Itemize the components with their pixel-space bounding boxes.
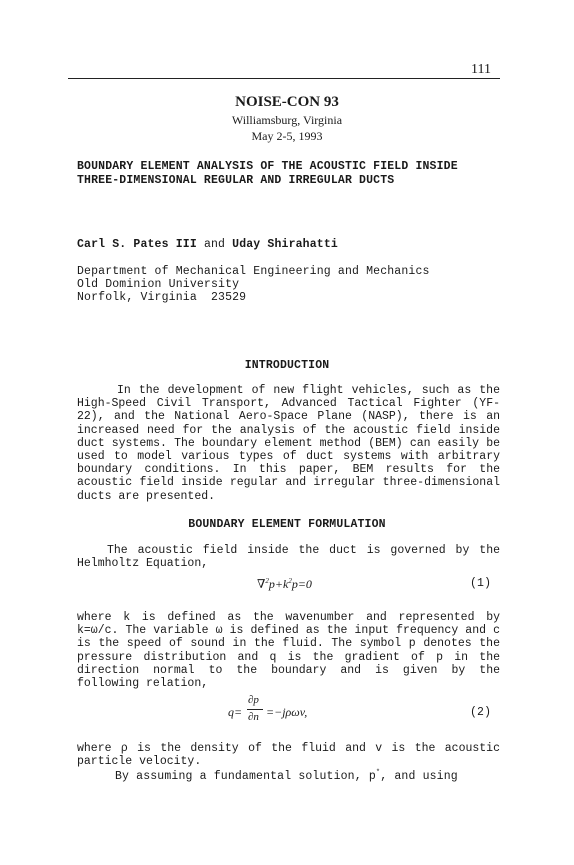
conference-location: Williamsburg, Virginia bbox=[231, 113, 343, 127]
paper-title-line1: BOUNDARY ELEMENT ANALYSIS OF THE ACOUSTIC FIELD INSIDE bbox=[77, 160, 458, 173]
normal-derivative-equation: q= ∂p ∂n =−jρωv, bbox=[228, 694, 308, 723]
equation-1-number: (1) bbox=[470, 577, 492, 590]
conference-dates: May 2-5, 1993 bbox=[251, 129, 323, 143]
introduction-heading: INTRODUCTION bbox=[244, 359, 330, 372]
introduction-body: In the development of new flight vehicles, such as the High-Speed Civil Transport, Advanced Tactical Fighter (YF-22), and the National Aero-Space Plane (NASP), there is an increased need for the analysis of the acoustic field inside duct systems. The boundary element method (BEM) can easily be used to model various types of duct systems with arbitrary boundary conditions. In this paper, BEM results for the acoustic field inside regular and irregular three-dimensional ducts are presented. bbox=[77, 384, 500, 503]
conference-name: NOISE-CON 93 bbox=[235, 94, 339, 110]
affiliation-city: Norfolk, Virginia 23529 bbox=[77, 291, 247, 304]
author-and: and bbox=[203, 238, 226, 251]
helmholtz-equation: $\nabla^2p+k^2p=0$ bbox=[257, 577, 312, 591]
wavenumber-paragraph: where k is defined as the wavenumber and represented by k=ω/c. The variable ω is defined as the input frequency and c is the speed of sound in the fluid. The symbol p denotes the pressure distribution and q is the gradient of p in the direction normal to the boundary and is given by the following relation, bbox=[77, 611, 500, 691]
fundamental-solution-line: By assuming a fundamental solution, p*, and using bbox=[115, 769, 458, 783]
equation-2-number: (2) bbox=[470, 706, 492, 719]
formulation-heading: BOUNDARY ELEMENT FORMULATION bbox=[188, 518, 386, 531]
density-paragraph: where ρ is the density of the fluid and v is the acoustic particle velocity. bbox=[77, 742, 500, 769]
author-1: Carl S. Pates III bbox=[77, 238, 197, 251]
authors bbox=[77, 238, 338, 251]
affiliation-university: Old Dominion University bbox=[77, 278, 240, 291]
affiliation-department: Department of Mechanical Engineering and Mechanics bbox=[77, 265, 430, 278]
formulation-intro: The acoustic field inside the duct is governed by the Helmholtz Equation, bbox=[77, 544, 500, 571]
page-number: 111 bbox=[471, 62, 491, 77]
author-2: Uday Shirahatti bbox=[232, 238, 338, 251]
header-rule bbox=[68, 78, 500, 79]
paper-title-line2: THREE-DIMENSIONAL REGULAR AND IRREGULAR DUCTS bbox=[77, 174, 395, 187]
